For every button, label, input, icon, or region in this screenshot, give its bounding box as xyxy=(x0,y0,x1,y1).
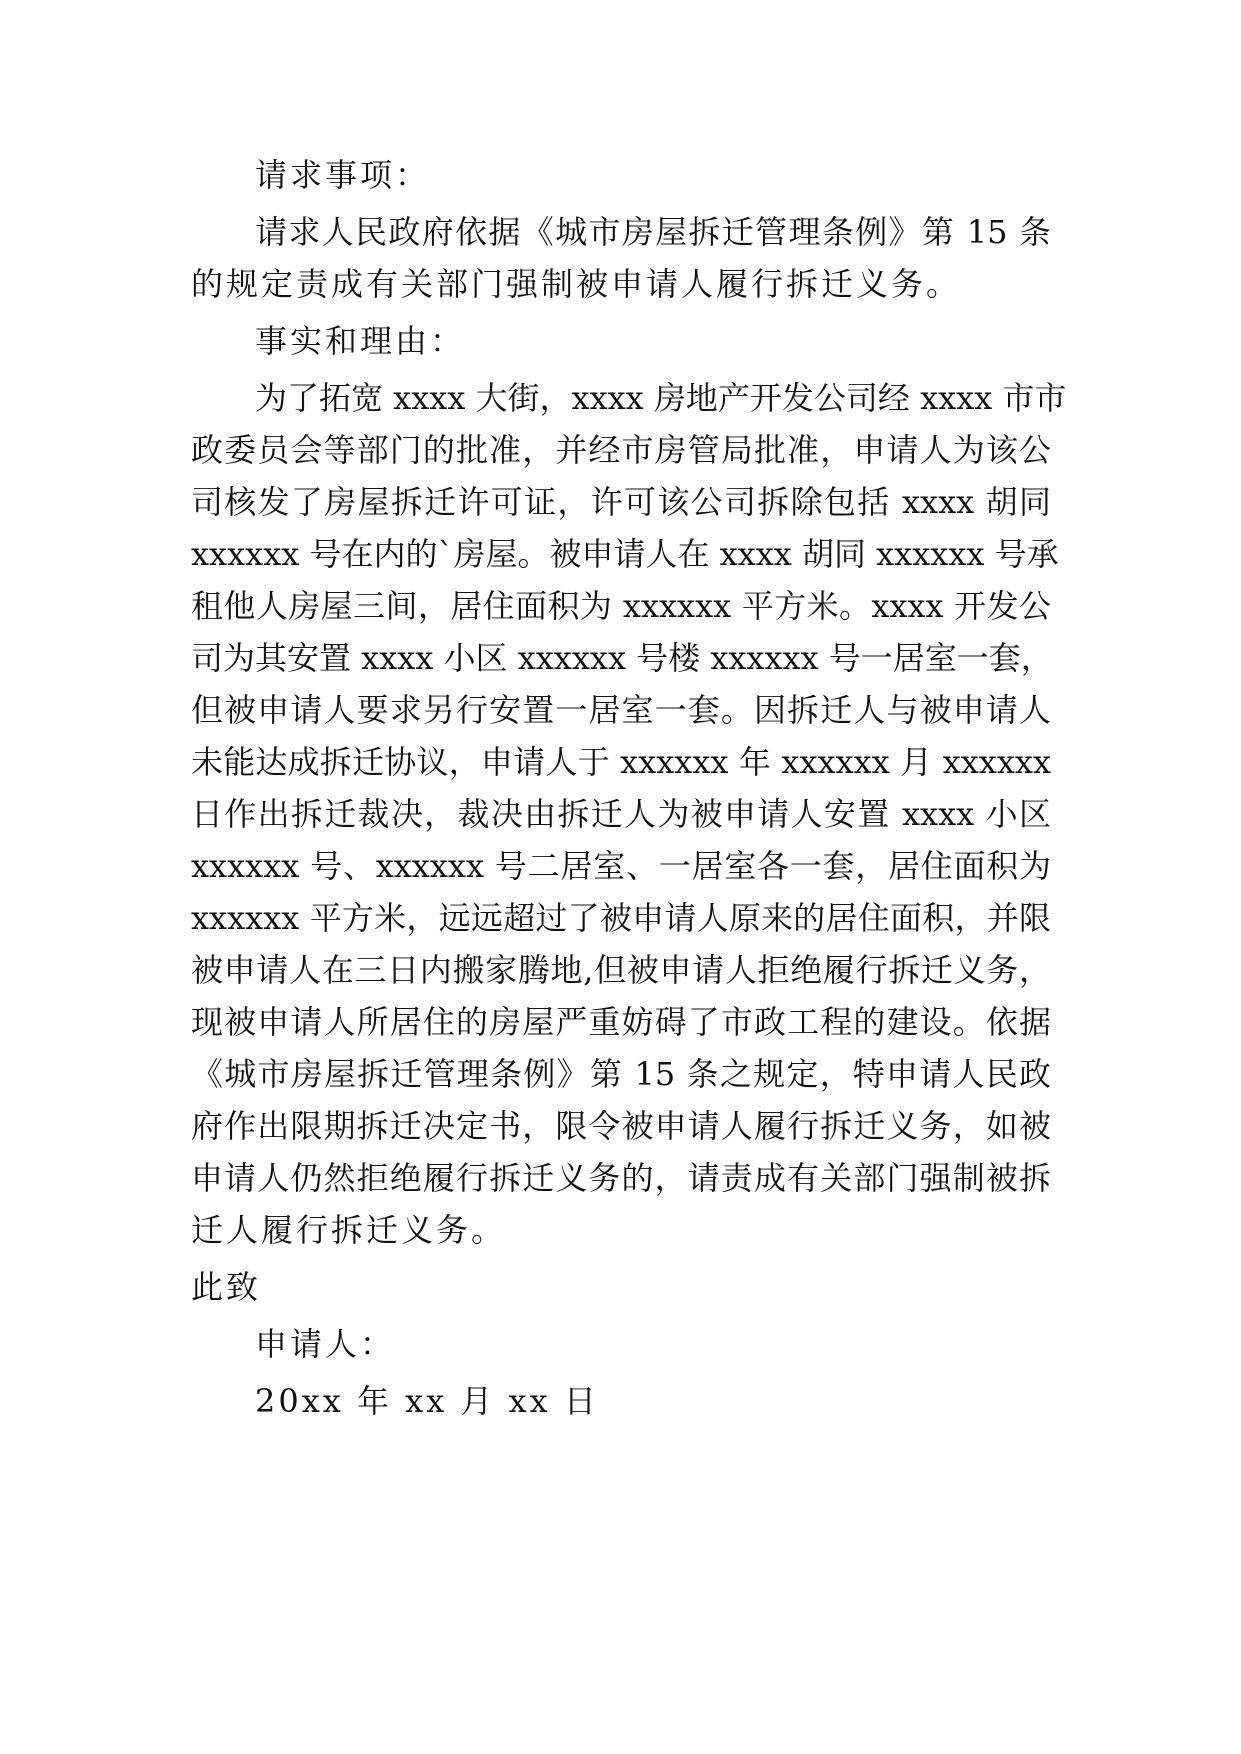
body-line: 申请人仍然拒绝履行拆迁义务的，请责成有关部门强制被拆 xyxy=(191,1159,1051,1197)
body-line: 被申请人在三日内搬家腾地,但被申请人拒绝履行拆迁义务， xyxy=(191,951,1051,989)
body-line: 但被申请人要求另行安置一居室一套。因拆迁人与被申请人 xyxy=(191,691,1051,729)
body-line: 日作出拆迁裁决，裁决由拆迁人为被申请人安置 xxxx 小区 xyxy=(191,795,1051,833)
body-line: 为了拓宽 xxxx 大街，xxxx 房地产开发公司经 xxxx 市市 xyxy=(255,379,1067,417)
body-line: 未能达成拆迁协议，申请人于 xxxxxx 年 xxxxxx 月 xxxxxx xyxy=(191,743,1051,781)
body-line: 《城市房屋拆迁管理条例》第 15 条之规定，特申请人民政 xyxy=(191,1055,1051,1093)
body-line: 迁人履行拆迁义务。 xyxy=(191,1211,507,1249)
body-line: 府作出限期拆迁决定书，限令被申请人履行拆迁义务，如被 xyxy=(191,1107,1051,1145)
body-line: xxxxxx 号、xxxxxx 号二居室、一居室各一套，居住面积为 xyxy=(191,847,1051,885)
closing-salutation: 此致 xyxy=(191,1268,262,1306)
body-line: 政委员会等部门的批准，并经市房管局批准，申请人为该公 xyxy=(191,431,1051,469)
applicant-label: 申请人： xyxy=(255,1325,396,1363)
request-line: 的规定责成有关部门强制被申请人履行拆迁义务。 xyxy=(191,265,962,303)
body-line: xxxxxx 号在内的`房屋。被申请人在 xxxx 胡同 xxxxxx 号承 xyxy=(191,535,1059,573)
body-line: 现被申请人所居住的房屋严重妨碍了市政工程的建设。依据 xyxy=(191,1003,1051,1041)
body-line: 司核发了房屋拆迁许可证，许可该公司拆除包括 xxxx 胡同 xyxy=(191,483,1051,521)
heading-facts: 事实和理由： xyxy=(255,322,466,360)
body-line: 租他人房屋三间，居住面积为 xxxxxx 平方米。xxxx 开发公 xyxy=(191,587,1051,625)
body-line: 司为其安置 xxxx 小区 xxxxxx 号楼 xxxxxx 号一居室一套， xyxy=(191,639,1053,677)
heading-request: 请求事项： xyxy=(255,156,431,194)
document-date: 20xx 年 xx 月 xx 日 xyxy=(255,1382,599,1420)
body-line: xxxxxx 平方米，远远超过了被申请人原来的居住面积，并限 xyxy=(191,899,1051,937)
request-line: 请求人民政府依据《城市房屋拆迁管理条例》第 15 条 xyxy=(255,213,1051,251)
